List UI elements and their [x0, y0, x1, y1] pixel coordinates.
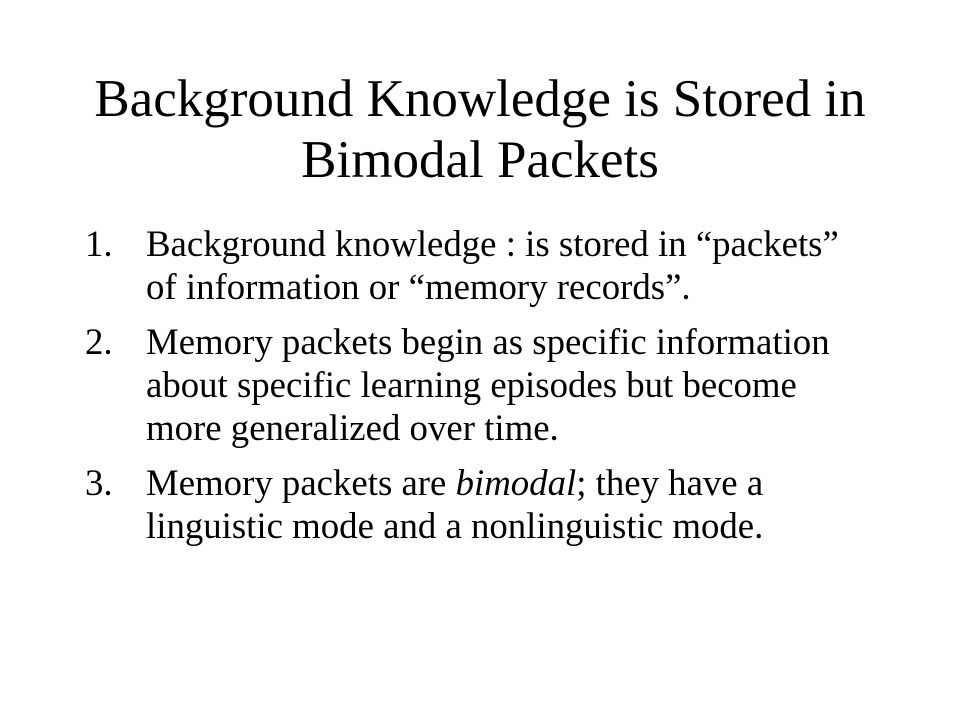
list-item-text-end: ; they have a linguistic mode and a nonlinguistic mode. — [146, 462, 764, 546]
list-item-text — [146, 461, 859, 547]
list-item — [85, 222, 859, 308]
slide-title: Background Knowledge is Stored in Bimodal Packets — [94, 70, 866, 189]
list-item — [85, 320, 859, 449]
list-item-number: 1. — [85, 223, 113, 264]
list-item-number: 3. — [85, 462, 113, 503]
list-item — [85, 461, 859, 547]
list-item-number: 2. — [85, 321, 113, 362]
list-item-text-start: Memory packets are — [146, 462, 456, 503]
list-item-text: Memory packets begin as specific information about specific learning episodes but become more generalized over time. — [146, 321, 830, 448]
list-item-text: Background knowledge : is stored in “packets” of information or “memory records”. — [146, 223, 839, 307]
numbered-list — [85, 222, 859, 547]
emphasized-term: bimodal — [455, 462, 577, 503]
